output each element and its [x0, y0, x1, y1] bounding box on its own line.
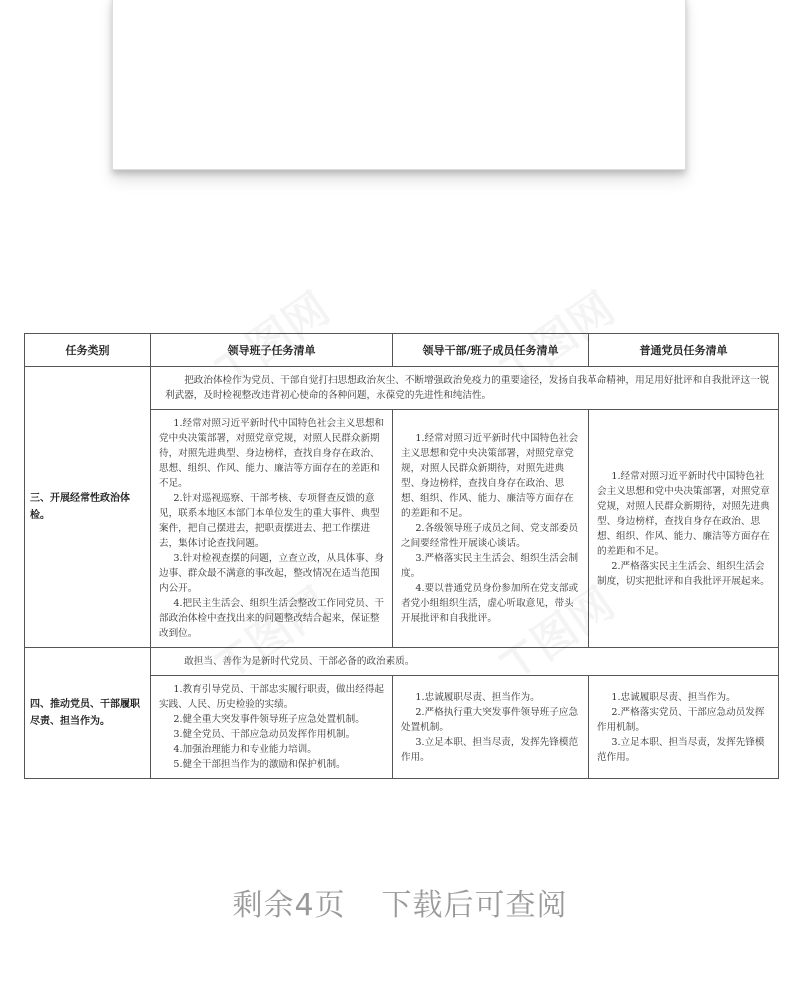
list-item: 2.各级领导班子成员之间、党支部委员之间要经常性开展谈心谈话。: [401, 523, 579, 549]
list-item: 1.经常对照习近平新时代中国特色社会主义思想和党中央决策部署，对照党章党规，对照人民群众新期待，对照先进典型、身边榜样，查找自身存在政治、思想、组织、作风、能力、廉洁等方面存在的差距和不足。: [159, 418, 385, 489]
table-row: [25, 648, 779, 676]
table-header-row: [25, 334, 779, 367]
list-item: 1.经常对照习近平新时代中国特色社会主义思想和党中央决策部署，对照党章党规，对照人民群众新期待，对照先进典型、身边榜样，查找自身存在政治、思想、组织、作风、能力、廉洁等方面存在的差距和不足。: [401, 433, 579, 519]
list-item: 3.立足本职、担当尽责，发挥先锋模范作用。: [401, 736, 579, 763]
intro-cell: 敢担当、善作为是新时代党员、干部必备的政治素质。: [151, 648, 779, 676]
list-item: 2.严格落实民主生活会、组织生活会制度，切实把批评和自我批评开展起来。: [597, 560, 770, 587]
remaining-pages-text: 剩余4页: [232, 888, 346, 923]
list-item: 4.加强治理能力和专业能力培训。: [173, 744, 317, 755]
list-item: 4.把民主生活会、组织生活会整改工作同党员、干部政治体检中查找出来的问题整改结合起来，保证整改到位。: [159, 598, 385, 639]
leadership-task-cell: [151, 410, 393, 648]
list-item: 1.忠诚履职尽责、担当作为。: [611, 691, 736, 703]
leadership-task-cell: [151, 676, 393, 779]
list-item: 1.教育引导党员、干部忠实履行职责，做出经得起实践、人民、历史检验的实绩。: [159, 684, 385, 710]
category-cell: 三、开展经常性政治体检。: [25, 367, 151, 648]
header-leadership-list: 领导班子任务清单: [151, 334, 393, 367]
list-item: 1.经常对照习近平新时代中国特色社会主义思想和党中央决策部署，对照党章党规，对照人民群众新期待，对照先进典型、身边榜样，查找自身存在政治、思想、组织、作风、能力、廉洁等方面存在的差距和不足。: [597, 470, 770, 557]
header-cadre-list: 领导干部/班子成员任务清单: [393, 334, 589, 367]
list-item: 2.健全重大突发事件领导班子应急处置机制。: [173, 714, 365, 725]
list-item: 3.严格落实民主生活会、组织生活会制度。: [401, 553, 579, 579]
list-item: 2.严格落实党员、干部应急动员发挥作用机制。: [597, 706, 765, 733]
list-item: 2.严格执行重大突发事件领导班子应急处置机制。: [401, 706, 579, 733]
header-member-list: 普通党员任务清单: [589, 334, 779, 367]
member-task-cell: [589, 676, 779, 779]
list-item: 3.针对检视查摆的问题，立查立改，从具体事、身边事、群众最不满意的事改起，整改情况在适当范围内公开。: [159, 553, 385, 594]
category-cell: 四、推动党员、干部履职尽责、担当作为。: [25, 648, 151, 779]
task-list-table: [24, 333, 779, 779]
intro-cell: 把政治体检作为党员、干部自觉打扫思想政治灰尘、不断增强政治免疫力的重要途径，发扬自我革命精神，用足用好批评和自我批评这一锐利武器，及时检视整改违背初心使命的各种问题，永葆党的先进性和纯洁性。: [151, 367, 779, 410]
header-task-category: 任务类别: [25, 334, 151, 367]
list-item: 5.健全干部担当作为的激励和保护机制。: [173, 759, 346, 770]
table-row: [25, 367, 779, 410]
list-item: 3.立足本职、担当尽责，发挥先锋模范作用。: [597, 736, 765, 763]
download-prompt[interactable]: [0, 880, 800, 924]
list-item: 4.要以普通党员身份参加所在党支部或者党小组组织生活，虚心听取意见，带头开展批评和自我批评。: [401, 583, 579, 624]
member-task-cell: [589, 410, 779, 648]
list-item: 1.忠诚履职尽责、担当作为。: [415, 691, 540, 703]
download-to-view-text: 下载后可查阅: [381, 888, 568, 923]
list-item: 2.针对巡视巡察、干部考核、专项督查反馈的意见，联系本地区本部门本单位发生的重大事件、典型案件，把自己摆进去，把职责摆进去、把工作摆进去，集体讨论查找问题。: [159, 493, 380, 549]
cadre-task-cell: [393, 410, 589, 648]
previous-page-sheet: [112, 0, 686, 170]
cadre-task-cell: [393, 676, 589, 779]
list-item: 3.健全党员、干部应急动员发挥作用机制。: [173, 729, 356, 740]
